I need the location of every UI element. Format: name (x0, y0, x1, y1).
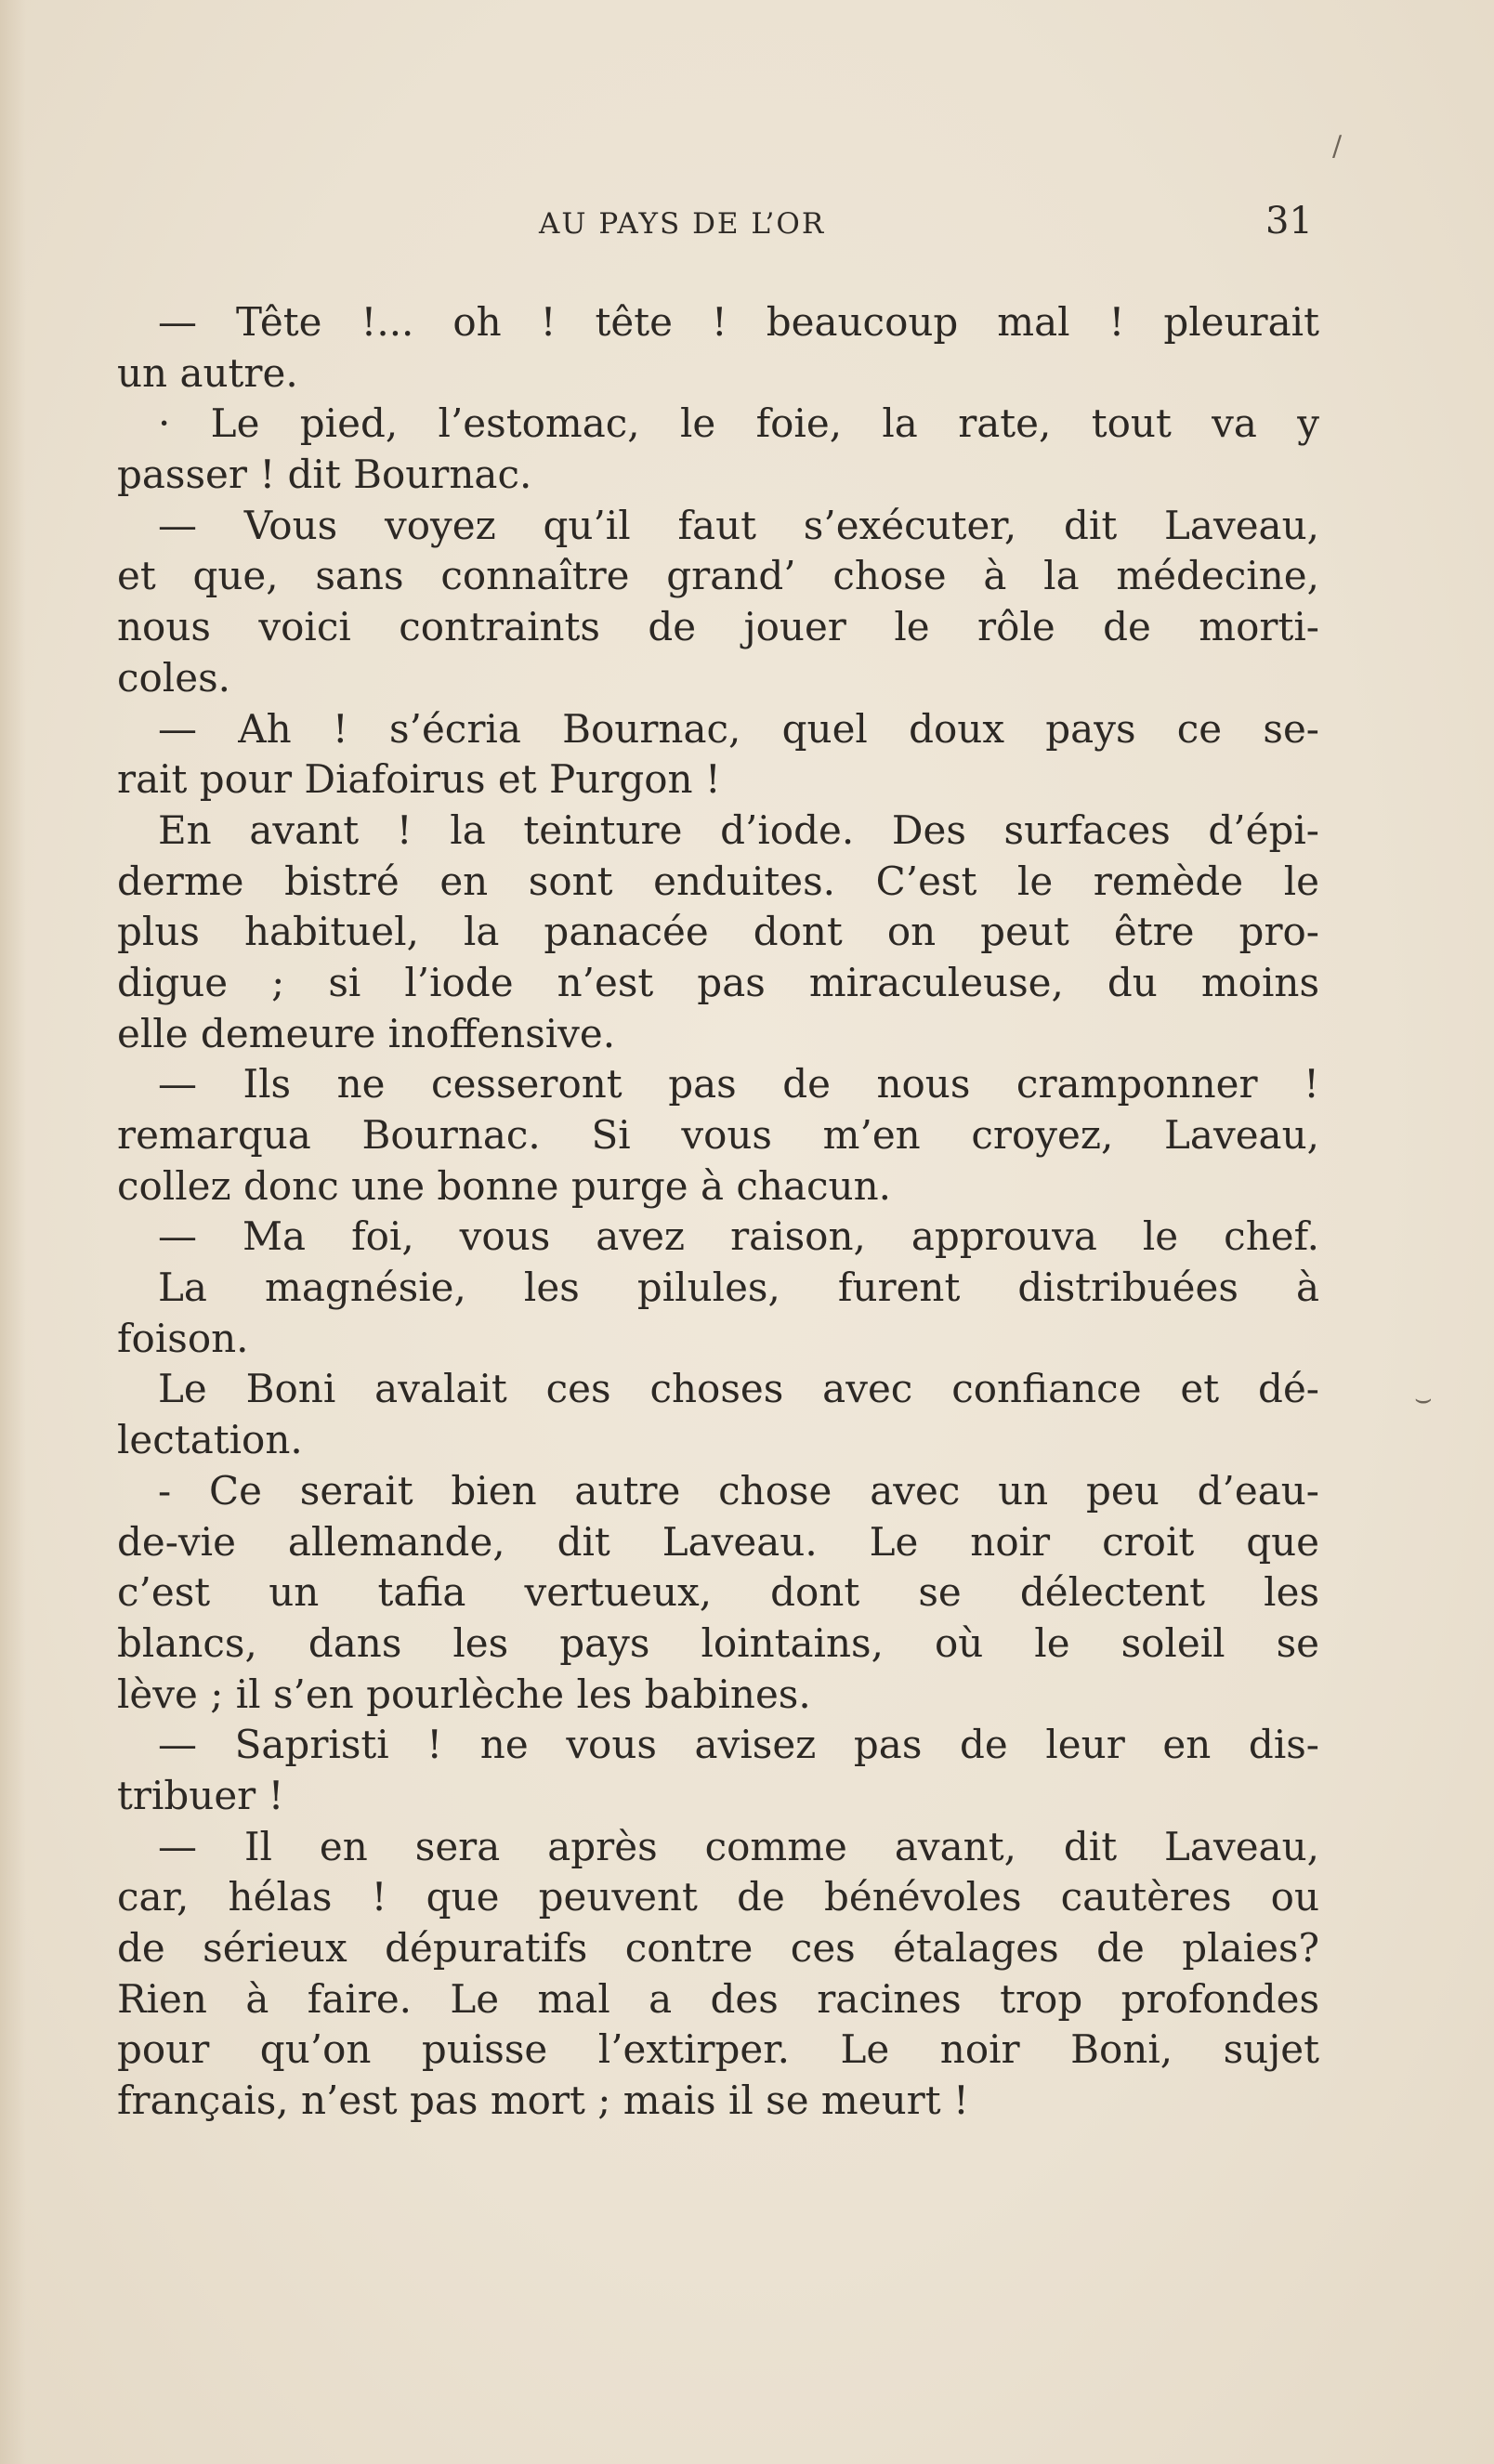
text-line: collez donc une bonne purge à chacun. (117, 1162, 891, 1209)
text-line: un autre. (117, 349, 298, 396)
text-line: c’est un tafia vertueux, dont se délectent les (117, 1569, 1319, 1616)
text-line: pour qu’on puisse l’extirper. Le noir Boni, sujet (117, 2026, 1319, 2073)
body-text (117, 297, 1319, 2127)
running-head: AU PAYS DE L’OR (539, 207, 826, 241)
text-line: de sérieux dépuratifs contre ces étalages de plaies? (117, 1925, 1319, 1971)
text-line: coles. (117, 654, 231, 701)
text-line: lectation. (117, 1417, 303, 1463)
text-line: car, hélas ! que peuvent de bénévoles cautères ou (117, 1874, 1319, 1920)
text-line: En avant ! la teinture d’iode. Des surfaces d’épi- (158, 806, 1319, 853)
text-line: de-vie allemande, dit Laveau. Le noir croit que (117, 1518, 1319, 1565)
text-line: — Sapristi ! ne vous avisez pas de leur en dis- (158, 1722, 1319, 1768)
page-header (0, 200, 1494, 252)
text-line: et que, sans connaître grand’ chose à la médecine, (117, 553, 1319, 599)
text-line: — Vous voyez qu’il faut s’exécuter, dit Laveau, (158, 502, 1319, 548)
text-line: La magnésie, les pilules, furent distribuées à (158, 1265, 1319, 1311)
page-number: 31 (1265, 200, 1313, 242)
text-line: français, n’est pas mort ; mais il se meurt ! (117, 2077, 969, 2124)
text-line: digue ; si l’iode n’est pas miraculeuse, du moins (117, 959, 1319, 1005)
text-line: passer ! dit Bournac. (117, 452, 532, 498)
text-line: blancs, dans les pays lointains, où le soleil se (117, 1619, 1319, 1666)
text-line: foison. (117, 1315, 249, 1361)
binding-shadow (0, 0, 26, 2464)
text-line: · Le pied, l’estomac, le foie, la rate, tout va y (158, 400, 1319, 447)
text-line: derme bistré en sont enduites. C’est le remède le (117, 858, 1319, 904)
text-line: nous voici contraints de jouer le rôle de morti- (117, 604, 1319, 650)
text-line: lève ; il s’en pourlèche les babines. (117, 1671, 811, 1717)
text-line: tribuer ! (117, 1772, 284, 1818)
text-line: — Ah ! s’écria Bournac, quel doux pays ce se- (158, 705, 1319, 752)
text-line: remarqua Bournac. Si vous m’en croyez, Laveau, (117, 1112, 1319, 1158)
text-line: — Tête !... oh ! tête ! beaucoup mal ! pleurait (158, 299, 1319, 345)
text-line: — Ils ne cesseront pas de nous cramponner ! (158, 1061, 1319, 1107)
margin-mark: / (1332, 130, 1343, 163)
text-line: — Il en sera après comme avant, dit Laveau, (158, 1823, 1319, 1869)
text-line: elle demeure inoffensive. (117, 1010, 616, 1056)
margin-mark: ⌣ (1414, 1383, 1433, 1415)
text-line: - Ce serait bien autre chose avec un peu d’eau- (158, 1467, 1319, 1514)
text-line: Le Boni avalait ces choses avec confiance et dé- (158, 1366, 1319, 1412)
text-line: plus habituel, la panacée dont on peut être pro- (117, 909, 1319, 955)
text-line: — Ma foi, vous avez raison, approuva le chef. (158, 1213, 1319, 1260)
text-line: Rien à faire. Le mal a des racines trop profondes (117, 1975, 1319, 2022)
text-line: rait pour Diafoirus et Purgon ! (117, 756, 721, 803)
